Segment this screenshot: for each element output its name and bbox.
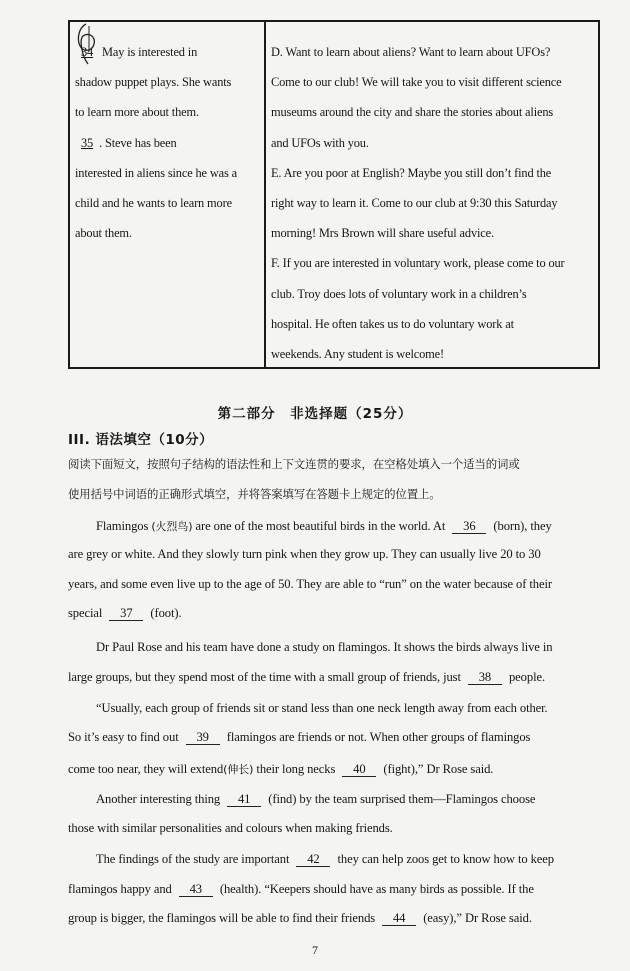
table-line: Come to our club! We will take you to visit different science — [271, 75, 562, 90]
answer-blank: 34 — [81, 45, 94, 59]
instructions-line: 阅读下面短文，按照句子结构的语法性和上下文连贯的要求，在空格处填入一个适当的词或 — [68, 457, 520, 471]
passage-line: So it’s easy to find out 39 flamingos are friends or not. When other groups of flamingos — [68, 730, 531, 744]
page-number: 7 — [312, 943, 318, 957]
table-line: morning! Mrs Brown will share useful advice. — [271, 226, 494, 241]
blank-41: 41 — [227, 793, 261, 807]
table-line: weekends. Any student is welcome! — [271, 346, 444, 361]
table-line: D. Want to learn about aliens? Want to learn about UFOs? — [271, 45, 551, 59]
people-column — [70, 22, 266, 367]
passage-line: those with similar personalities and colours when making friends. — [68, 821, 393, 835]
passage-line: Dr Paul Rose and his team have done a study on flamingos. It shows the birds always live in — [96, 640, 553, 654]
clubs-column — [266, 22, 598, 367]
table-line: right way to learn it. Come to our club at 9:30 this Saturday — [271, 195, 558, 210]
table-line: interested in aliens since he was a — [75, 165, 237, 180]
blank-38: 38 — [468, 671, 502, 685]
passage-line: come too near, they will extend(伸长) their long necks 40 (fight),” Dr Rose said. — [68, 762, 494, 776]
passage-line: special 37 (foot). — [68, 606, 182, 620]
blank-44: 44 — [382, 912, 416, 926]
table-line: and UFOs with you. — [271, 135, 369, 150]
table-line: F. If you are interested in voluntary work, please come to our — [271, 256, 565, 271]
blank-42: 42 — [296, 853, 330, 867]
table-line: shadow puppet plays. She wants — [75, 75, 232, 90]
blank-43: 43 — [179, 883, 213, 897]
passage-line: “Usually, each group of friends sit or stand less than one neck length away from each other. — [96, 701, 548, 715]
table-line: 35 . Steve has been — [75, 128, 264, 158]
passage-line: group is bigger, the flamingos will be able to find their friends 44 (easy),” Dr Rose said. — [68, 911, 532, 925]
blank-36: 36 — [452, 520, 486, 534]
blank-37: 37 — [109, 607, 143, 621]
matching-table — [68, 20, 600, 369]
table-line: to learn more about them. — [75, 105, 199, 120]
passage-line: large groups, but they spend most of the time with a small group of friends, just 38 people. — [68, 670, 546, 684]
section-title: III. 语法填空（10分） — [68, 432, 214, 448]
passage-line: flamingos happy and 43 (health). “Keepers should have as many birds as possible. If the — [68, 882, 534, 896]
table-line: hospital. He often takes us to do voluntary work at — [271, 316, 514, 331]
table-line: E. Are you poor at English? Maybe you still don’t find the — [271, 165, 552, 180]
table-line: museums around the city and share the stories about aliens — [271, 105, 554, 120]
pen-scribble-mark — [74, 22, 100, 66]
answer-blank: 35 — [81, 135, 94, 150]
blank-40: 40 — [342, 763, 376, 777]
passage-line: Flamingos (火烈鸟) are one of the most beautiful birds in the world. At 36 (born), they — [96, 519, 552, 533]
table-line: 34 May is interested in — [75, 37, 264, 67]
instructions-line: 使用括号中词语的正确形式填空，并将答案填写在答题卡上规定的位置上。 — [68, 487, 441, 501]
passage-line: years, and some even live up to the age of 50. They are able to “run” on the water because of their — [68, 577, 552, 591]
passage-line: Another interesting thing 41 (find) by the team surprised them—Flamingos choose — [96, 792, 536, 806]
passage-line: The findings of the study are important 42 they can help zoos get to know how to keep — [96, 852, 554, 866]
part-title: 第二部分 非选择题（25分） — [217, 406, 413, 422]
table-line: about them. — [75, 226, 132, 241]
table-line: child and he wants to learn more — [75, 195, 232, 210]
passage-line: are grey or white. And they slowly turn pink when they grow up. They can usually live 20 to 30 — [68, 547, 541, 561]
table-line: club. Troy does lots of voluntary work in a children’s — [271, 286, 527, 301]
blank-39: 39 — [186, 731, 220, 745]
